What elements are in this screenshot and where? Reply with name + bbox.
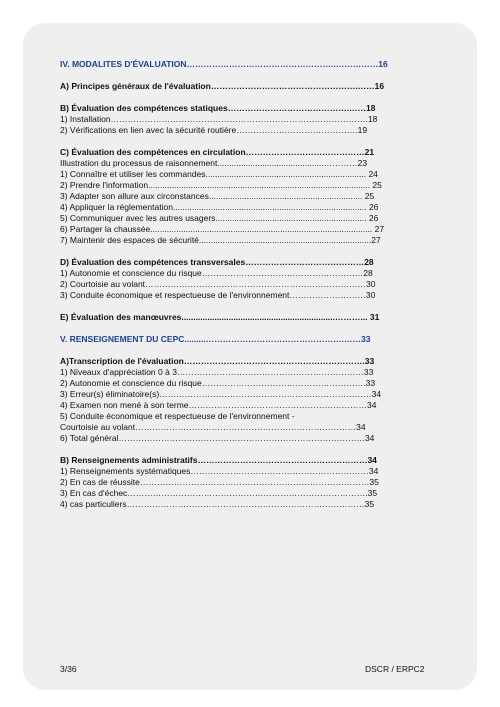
toc-entry: 2) Autonomie et conscience du risque………………………………………………….33 bbox=[60, 378, 376, 388]
spacer bbox=[60, 323, 441, 334]
toc-entry: 2) En cas de réussite………………………………………………………………………35 bbox=[60, 477, 379, 487]
toc-entry: 1) Installation……………………………………………………………………………….18 bbox=[60, 114, 378, 124]
toc-section-heading: V. RENSEIGNEMENT DU CEPC.........………………………………………….……33 bbox=[60, 334, 371, 344]
toc-entry: 3) Erreur(s) éliminatoire(s)…………………………………………………………………34 bbox=[60, 389, 382, 399]
spacer bbox=[60, 246, 441, 257]
toc-section-heading: B) Renseignements administratifs……………………………………………………34 bbox=[60, 455, 377, 465]
toc-section-heading: A) Principes généraux de l'évaluation…………………………………………….……16 bbox=[60, 81, 385, 91]
toc-entry: 2) Courtoisie au volant……………………………………………………………………30 bbox=[60, 279, 376, 289]
toc-entry: 5) Communiquer avec les autres usagers................................................................ 26 bbox=[60, 213, 379, 223]
spacer bbox=[60, 136, 441, 147]
document-reference: DSCR / ERPC2 bbox=[365, 664, 425, 674]
spacer bbox=[60, 92, 441, 103]
spacer bbox=[60, 444, 441, 455]
toc-entry: 1) Autonomie et conscience du risque…………………………………………………28 bbox=[60, 268, 373, 278]
toc-entry: Illustration du processus de raisonnement.............................................…………23 bbox=[60, 158, 368, 168]
table-of-contents bbox=[60, 59, 441, 510]
toc-entry: 4) Examen non mené à son terme………………………………………………………34 bbox=[60, 400, 377, 410]
toc-section-heading: D) Évaluation des compétences transversales……………………………………28 bbox=[60, 257, 374, 267]
toc-entry: 6) Total général……………………………………………………………………………34 bbox=[60, 433, 375, 443]
toc-section-heading: B) Évaluation des compétences statiques…………………………………….……18 bbox=[60, 103, 376, 113]
toc-entry: 6) Partager la chaussée.............................................................................................. 27 bbox=[60, 224, 385, 234]
toc-entry: 7) Maintenir des espaces de sécurité.........................................................................27 bbox=[60, 235, 381, 245]
toc-section-heading: IV. MODALITES D'ÉVALUATION……………………………………………..……………16 bbox=[60, 59, 388, 69]
toc-entry: 3) Conduite économique et respectueuse de l'environnement………………………30 bbox=[60, 290, 376, 300]
page-number: 3/36 bbox=[60, 664, 77, 674]
toc-entry: 5) Conduite économique et respectueuse de l'environnement - bbox=[60, 411, 295, 421]
toc-section-heading: E) Évaluation des manœuvres.................................................................………... 31 bbox=[60, 312, 380, 322]
toc-entry: 4) Appliquer la réglementation.................................................................................. 26 bbox=[60, 202, 379, 212]
toc-entry: 1) Renseignements systématiques………………………………………………………34 bbox=[60, 466, 379, 476]
toc-entry: 4) cas particuliers…………………………………………………………………………35 bbox=[60, 499, 375, 509]
toc-section-heading: A)Transcription de l'évaluation……………………………………………………….33 bbox=[60, 356, 375, 366]
toc-entry: 2) Prendre l'information.............................................................................................. 25 bbox=[60, 180, 382, 190]
toc-entry: Courtoisie au volant……………………………………………………………………34 bbox=[60, 422, 366, 432]
spacer bbox=[60, 301, 441, 312]
toc-entry: 3) Adapter son allure aux circonstances................................................................. 25 bbox=[60, 191, 375, 201]
toc-entry: 1) Connaître et utiliser les commandes.................................................................... 24 bbox=[60, 169, 378, 179]
toc-entry: 1) Niveaux d'appréciation 0 à 3…………………………………………………………33 bbox=[60, 367, 374, 377]
spacer bbox=[60, 345, 441, 356]
toc-entry: 3) En cas d'échec………………………………………………………………………….35 bbox=[60, 488, 378, 498]
toc-entry: 2) Vérifications en lien avec la sécurité routière…………………………………….19 bbox=[60, 125, 368, 135]
spacer bbox=[60, 70, 441, 81]
toc-section-heading: C) Évaluation des compétences en circulation……………………………………21 bbox=[60, 147, 375, 157]
